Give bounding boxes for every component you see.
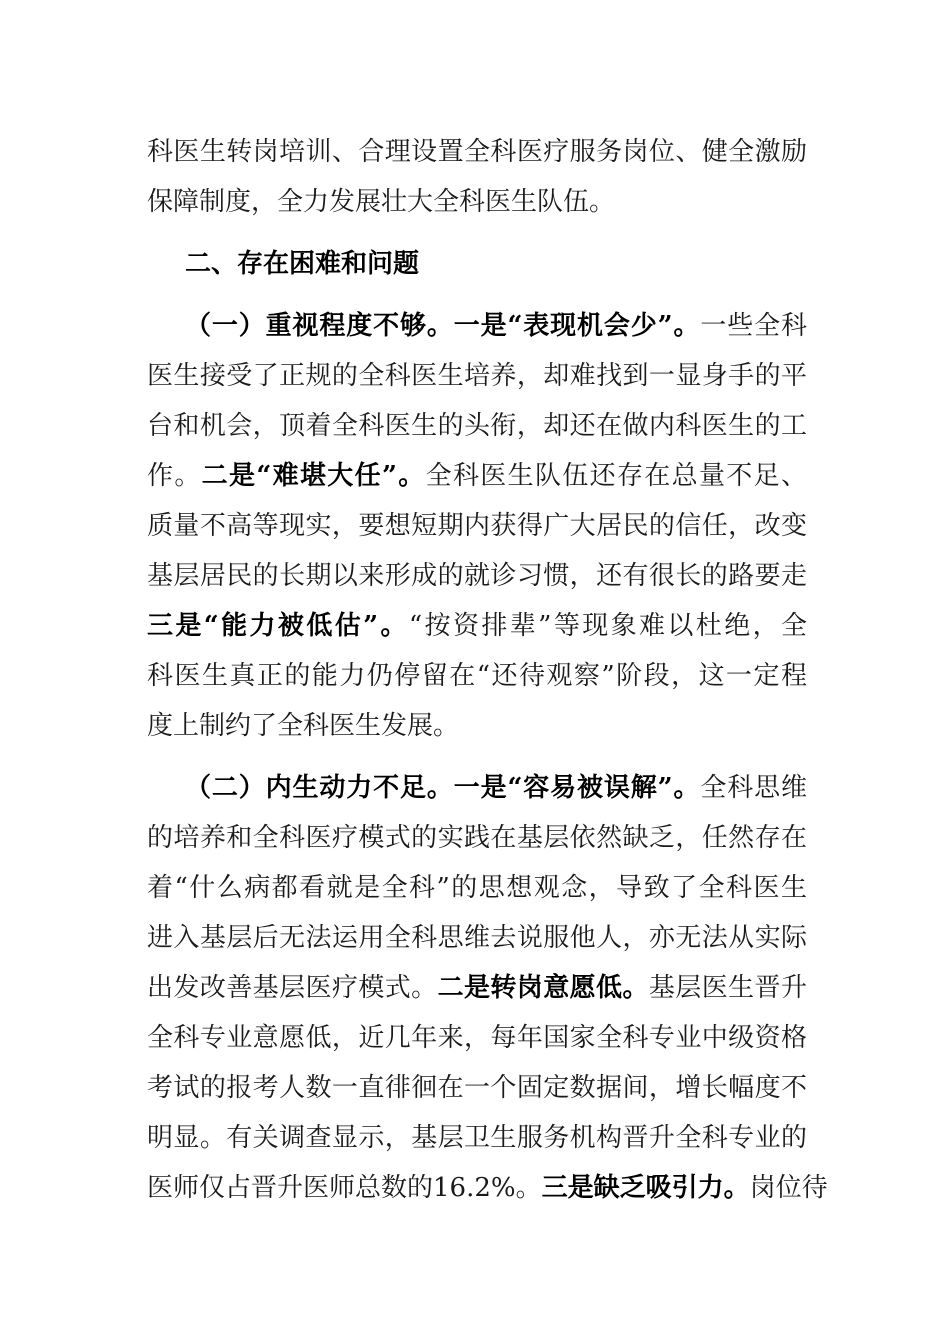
text-run: 岗位待 <box>749 1173 828 1203</box>
text-run: 作。 <box>147 461 202 491</box>
text-run: 全科医生队伍还存在总量不足、 <box>425 461 807 491</box>
text-run: 基层医生晋升 <box>648 973 807 1003</box>
text-run: 质量不高等现实，要想短期内获得广大居民的信任，改变 <box>147 511 807 541</box>
body-line <box>147 406 807 446</box>
body-line <box>147 1118 807 1158</box>
body-line <box>147 968 807 1008</box>
body-line <box>147 1068 807 1108</box>
text-run: 全科思维 <box>700 773 807 803</box>
body-line <box>147 1018 807 1058</box>
body-line <box>147 706 459 746</box>
text-run: 全科专业意愿低，近几年来，每年国家全科专业中级资格 <box>147 1023 807 1053</box>
body-line <box>147 918 807 958</box>
text-run: 出发改善基层医疗模式。 <box>147 973 438 1003</box>
text-run: “按资排辈”等现象难以杜绝，全 <box>408 611 807 641</box>
text-run: 台和机会，顶着全科医生的头衔，却还在做内科医生的工 <box>147 411 807 441</box>
body-line <box>147 182 615 222</box>
body-line <box>147 656 807 696</box>
text-run: 明显。有关调查显示，基层卫生服务机构晋升全科专业的 <box>147 1123 807 1153</box>
text-run: 保障制度，全力发展壮大全科医生队伍。 <box>147 187 616 217</box>
text-run: 进入基层后无法运用全科思维去说服他人，亦无法从实际 <box>147 923 807 953</box>
paragraph-2-line-1 <box>185 768 807 808</box>
body-line <box>147 506 807 546</box>
bold-run: （二）内生动力不足。一是“容易被误解”。 <box>185 773 701 803</box>
body-line <box>147 356 807 396</box>
bold-run: 二是转岗意愿低。 <box>437 973 649 1003</box>
text-run: 考试的报考人数一直徘徊在一个固定数据间，增长幅度不 <box>147 1073 807 1103</box>
body-line <box>147 868 807 908</box>
text-run: 医生接受了正规的全科医生培养，却难找到一显身手的平 <box>147 361 807 391</box>
body-line <box>147 456 807 496</box>
bold-run: 三是“能力被低估”。 <box>147 611 409 641</box>
section-heading: 二、存在困难和问题 <box>185 249 420 279</box>
text-run: 着“什么病都看就是全科”的思想观念，导致了全科医生 <box>147 873 807 903</box>
body-line <box>147 818 807 858</box>
bold-run: （一）重视程度不够。一是“表现机会少”。 <box>185 311 701 341</box>
text-run: 的培养和全科医疗模式的实践在基层依然缺乏，任然存在 <box>147 823 807 853</box>
bold-run: 二是“难堪大任”。 <box>201 461 426 491</box>
body-line <box>147 132 807 172</box>
body-line <box>147 556 807 596</box>
body-line <box>147 1168 828 1208</box>
text-run: 基层居民的长期以来形成的就诊习惯，还有很长的路要走 <box>147 561 807 591</box>
paragraph-1-line-1 <box>185 306 807 346</box>
text-run: 医师仅占晋升医师总数的16.2%。 <box>147 1173 542 1203</box>
text-run: 科医生转岗培训、合理设置全科医疗服务岗位、健全激励 <box>147 137 807 167</box>
body-line <box>147 606 807 646</box>
text-run: 一些全科 <box>700 311 807 341</box>
bold-run: 三是缺乏吸引力。 <box>541 1173 750 1203</box>
text-run: 度上制约了全科医生发展。 <box>147 711 460 741</box>
text-run: 科医生真正的能力仍停留在“还待观察”阶段，这一定程 <box>147 661 807 691</box>
